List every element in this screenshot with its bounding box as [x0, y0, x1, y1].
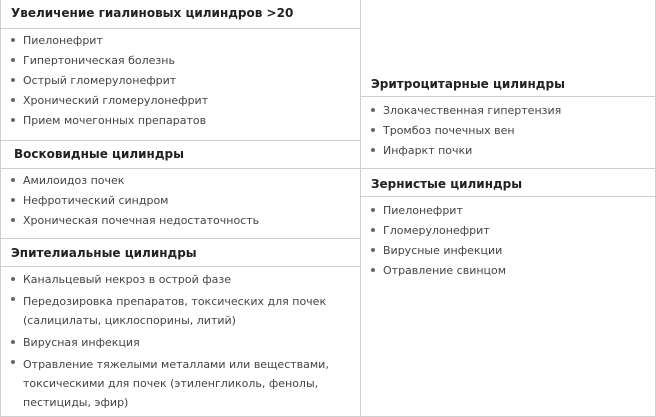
- list-item: Пиелонефрит: [361, 203, 655, 218]
- list-item: Тромбоз почечных вен: [361, 123, 655, 138]
- epithelial-header: [1, 239, 360, 267]
- list-item: Передозировка препаратов, токсических для почек (салицилаты, циклоспорины, литий): [1, 292, 360, 330]
- list-item: Вирусные инфекции: [361, 243, 655, 258]
- hyaline-header: [1, 0, 360, 29]
- list-item: Пиелонефрит: [1, 33, 360, 48]
- erythrocyte-list: [361, 103, 655, 158]
- list-item: Нефротический синдром: [1, 193, 360, 208]
- list-item: Злокачественная гипертензия: [361, 103, 655, 118]
- list-item: Хроническая почечная недостаточность: [1, 213, 360, 228]
- epithelial-list: [1, 272, 360, 412]
- waxy-list: [1, 173, 360, 228]
- list-item: Хронический гломерулонефрит: [1, 93, 360, 108]
- list-item: Канальцевый некроз в острой фазе: [1, 272, 360, 287]
- hyaline-title: Увеличение гиалиновых цилиндров >20: [11, 6, 294, 20]
- list-item: Прием мочегонных препаратов: [1, 113, 360, 128]
- right-column: [361, 0, 656, 417]
- waxy-title: Восковидные цилиндры: [14, 147, 184, 161]
- list-item: Отравление тяжелыми металлами или веществами, токсическими для почек (этиленгликоль, фенолы, пестициды, эфир): [1, 355, 360, 412]
- hyaline-list: [1, 33, 360, 128]
- list-item: Гипертоническая болезнь: [1, 53, 360, 68]
- epithelial-title: Эпителиальные цилиндры: [11, 246, 197, 260]
- list-item: Отравление свинцом: [361, 263, 655, 278]
- list-item: Амилоидоз почек: [1, 173, 360, 188]
- granular-title: Зернистые цилиндры: [371, 177, 523, 191]
- erythrocyte-title: Эритроцитарные цилиндры: [371, 77, 565, 91]
- list-item: Инфаркт почки: [361, 143, 655, 158]
- granular-header: [361, 169, 655, 197]
- list-item: Гломерулонефрит: [361, 223, 655, 238]
- waxy-header: [1, 141, 360, 169]
- erythrocyte-header: [361, 69, 655, 97]
- list-item: Острый гломерулонефрит: [1, 73, 360, 88]
- list-item: Вирусная инфекция: [1, 335, 360, 350]
- granular-list: [361, 203, 655, 278]
